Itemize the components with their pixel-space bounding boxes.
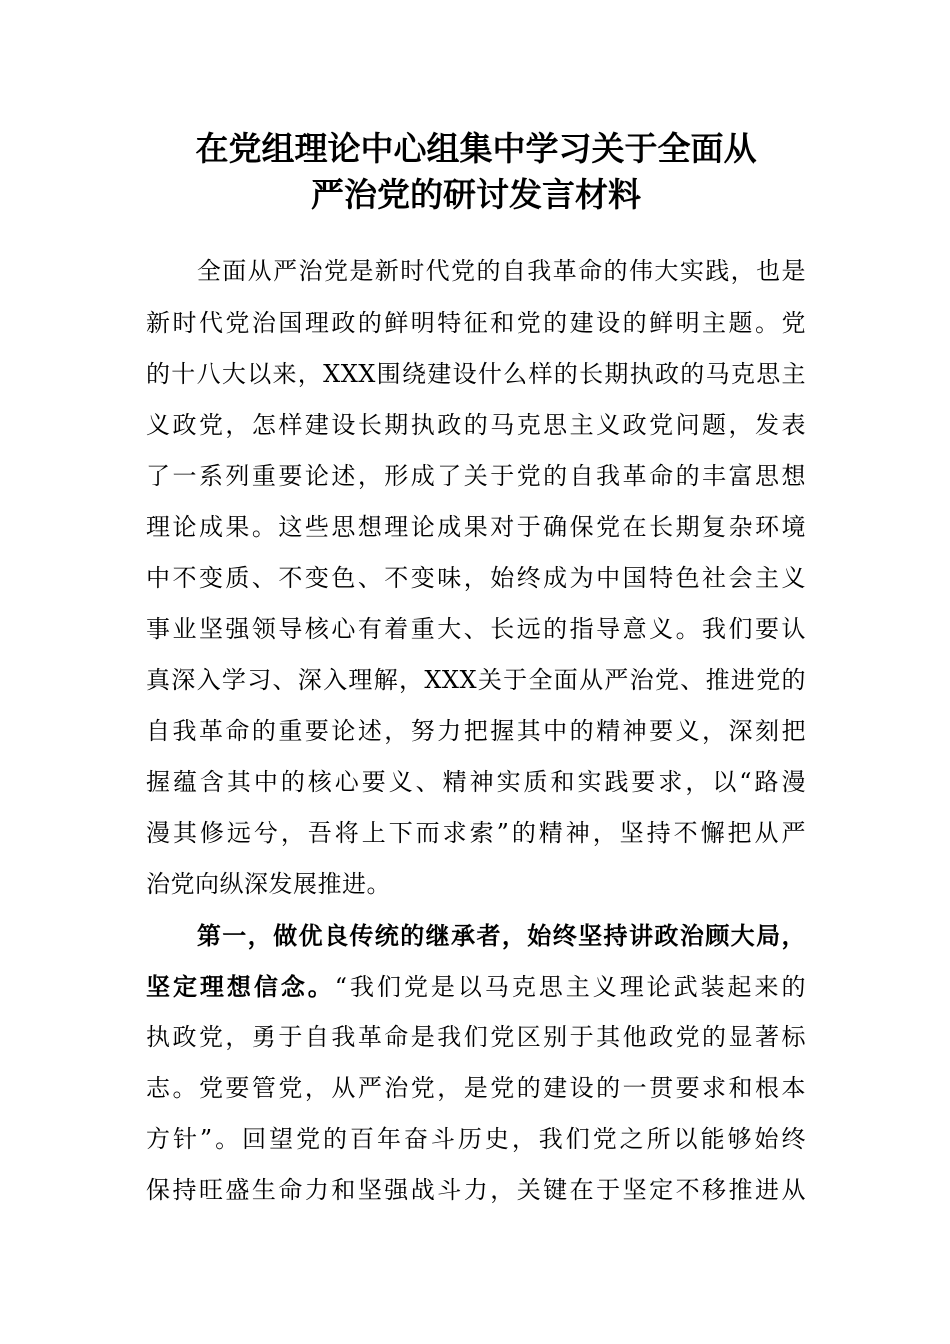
paragraph-1-line: 治党向纵深发展推进。 [146,870,391,898]
paragraph-1-line: 自我革命的重要论述，努力把握其中的精神要义，深刻把 [146,717,806,745]
paragraph-1-line: 中不变质、不变色、不变味，始终成为中国特色社会主义 [146,564,806,592]
document-title-line-2: 严治党的研讨发言材料 [311,175,641,214]
paragraph-2-quote-start: “我们党是以马克思主义理论武装起来的 [334,973,806,1001]
paragraph-1-line: 新时代党治国理政的鲜明特征和党的建设的鲜明主题。党 [146,309,806,337]
paragraph-2-line: 执政党，勇于自我革命是我们党区别于其他政党的显著标 [146,1023,806,1051]
paragraph-2-line: 志。党要管党，从严治党，是党的建设的一贯要求和根本 [146,1074,806,1102]
paragraph-2-heading: 第一，做优良传统的继承者，始终坚持讲政治顾大局， [146,921,806,950]
paragraph-2-line: 方针”。回望党的百年奋斗历史，我们党之所以能够始终 [146,1125,806,1153]
paragraph-1-line: 事业坚强领导核心有着重大、长远的指导意义。我们要认 [146,615,806,643]
paragraph-2-line: 保持旺盛生命力和坚强战斗力，关键在于坚定不移推进从 [146,1176,806,1204]
paragraph-1-line: 的十八大以来，XXX围绕建设什么样的长期执政的马克思主 [146,360,806,388]
document-title-line-1: 在党组理论中心组集中学习关于全面从 [195,129,757,168]
paragraph-1-line: 理论成果。这些思想理论成果对于确保党在长期复杂环境 [146,513,806,541]
paragraph-1-line: 握蕴含其中的核心要义、精神实质和实践要求，以“路漫 [146,768,806,796]
paragraph-2-line [146,961,806,1013]
paragraph-1-line: 全面从严治党是新时代党的自我革命的伟大实践，也是 [146,257,806,285]
paragraph-2-heading-end: 坚定理想信念。 [146,972,335,1001]
paragraph-1-line: 了一系列重要论述，形成了关于党的自我革命的丰富思想 [146,462,806,490]
paragraph-1-line: 义政党，怎样建设长期执政的马克思主义政党问题，发表 [146,411,806,439]
paragraph-1-line: 漫其修远兮，吾将上下而求索”的精神，坚持不懈把从严 [146,819,806,847]
paragraph-1-line: 真深入学习、深入理解，XXX关于全面从严治党、推进党的 [146,666,806,694]
